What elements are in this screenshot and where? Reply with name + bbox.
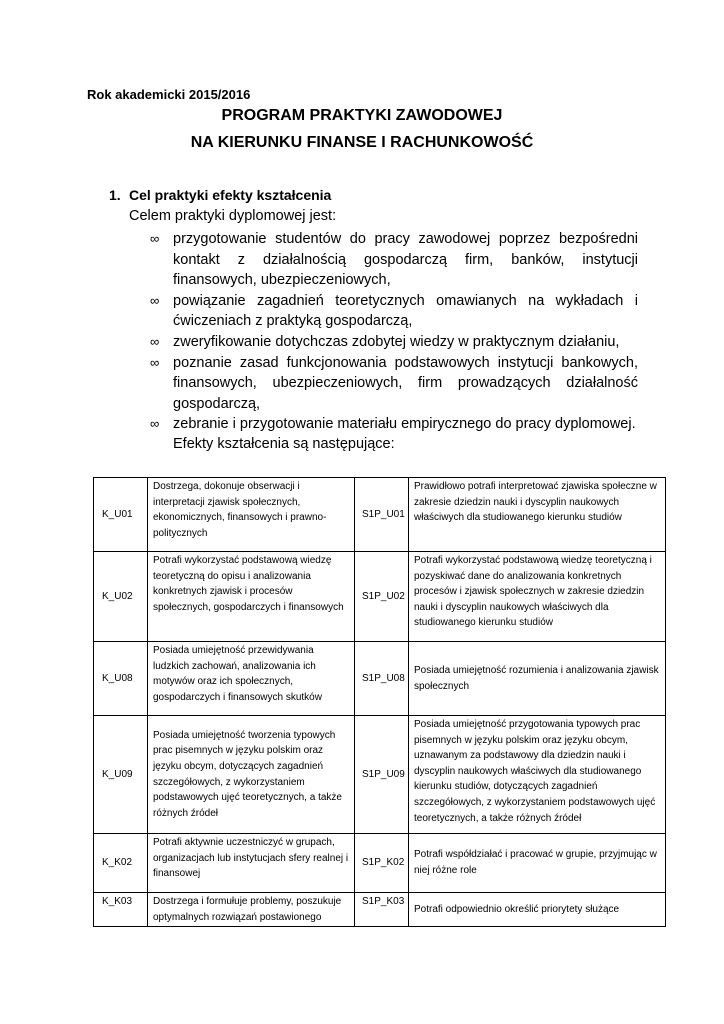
list-item	[150, 291, 638, 332]
outcome-code: K_U09	[94, 716, 148, 834]
outcome-description: Potrafi aktywnie uczestniczyć w grupach, organizacjach lub instytucjach sfery realnej i finansowej	[148, 834, 355, 893]
infinity-bullet-icon: ∞	[150, 231, 160, 246]
infinity-bullet-icon: ∞	[150, 292, 160, 308]
learning-outcomes-table	[93, 477, 666, 927]
list-item-text: zweryfikowanie dotychczas zdobytej wiedzy w praktycznym działaniu,	[173, 333, 620, 350]
list-item-text: zebranie i przygotowanie materiału empirycznego do pracy dyplomowej.	[173, 416, 636, 433]
area-description: Posiada umiejętność przygotowania typowych prac pisemnych w języku polskim oraz języku obcym, uznawanym za podstawowy dla dziedzin nauki i dyscyplin naukowych właściwych dla studiowanego kierunku studiów, dotyczących zagadnień szczegółowych, z wykorzystaniem podstawowych ujęć teoretycznych, a także różnych źródeł	[409, 716, 666, 834]
objectives-list	[150, 229, 638, 435]
area-description: Potrafi współdziałać i pracować w grupie, przyjmując w niej różne role	[409, 834, 666, 893]
area-code: S1P_K03	[355, 893, 409, 927]
outcome-code: K_K02	[94, 834, 148, 893]
outcome-code: K_U01	[94, 478, 148, 552]
table-row	[94, 478, 666, 552]
list-item-text: powiązanie zagadnień teoretycznych omawianych na wykładach i ćwiczeniach z praktyką gospodarczą,	[173, 292, 638, 330]
table-row	[94, 642, 666, 716]
area-code: S1P_U02	[355, 552, 409, 642]
section-title: Cel praktyki efekty kształcenia	[129, 187, 332, 203]
list-item	[150, 414, 638, 435]
outcome-code: K_U08	[94, 642, 148, 716]
section-number: 1.	[109, 187, 121, 203]
list-item	[150, 332, 638, 353]
table-row	[94, 552, 666, 642]
infinity-bullet-icon: ∞	[150, 354, 160, 370]
outcome-description: Posiada umiejętność przewidywania ludzkich zachowań, analizowania ich motywów oraz ich społecznych, gospodarczych i finansowych skutków	[148, 642, 355, 716]
effects-intro: Efekty kształcenia są następujące:	[173, 436, 395, 452]
list-item-text: przygotowanie studentów do pracy zawodowej poprzez bezpośredni kontakt z działalnością gospodarczą firm, banków, instytucji finansowych, ubezpieczeniowych,	[173, 231, 638, 289]
outcome-code: K_U02	[94, 552, 148, 642]
outcome-description: Potrafi wykorzystać podstawową wiedzę teoretyczną do opisu i analizowania konkretnych zjawisk i procesów społecznych, gospodarczych i finansowych	[148, 552, 355, 642]
academic-year: Rok akademicki 2015/2016	[87, 87, 251, 102]
area-code: S1P_U01	[355, 478, 409, 552]
section-intro: Celem praktyki dyplomowej jest:	[129, 208, 337, 224]
area-code: S1P_U09	[355, 716, 409, 834]
area-description: Prawidłowo potrafi interpretować zjawiska społeczne w zakresie dziedzin nauki i dyscyplin naukowych właściwych dla studiowanego kierunku studiów	[409, 478, 666, 552]
table-row	[94, 716, 666, 834]
list-item	[150, 229, 638, 291]
document-title-line1: PROGRAM PRAKTYKI ZAWODOWEJ	[221, 107, 503, 124]
outcome-code: K_K03	[94, 893, 148, 927]
list-item-text: poznanie zasad funkcjonowania podstawowych instytucji bankowych, finansowych, ubezpieczeniowych, firm prowadzących działalność gospodarczą,	[173, 354, 638, 412]
table-row	[94, 893, 666, 927]
area-code: S1P_U08	[355, 642, 409, 716]
infinity-bullet-icon: ∞	[150, 416, 160, 432]
area-description: Potrafi odpowiednio określić priorytety służące	[409, 893, 666, 927]
list-item	[150, 353, 638, 415]
outcome-description: Dostrzega i formułuje problemy, poszukuje optymalnych rozwiązań postawionego	[148, 893, 355, 927]
area-description: Posiada umiejętność rozumienia i analizowania zjawisk społecznych	[409, 642, 666, 716]
area-code: S1P_K02	[355, 834, 409, 893]
infinity-bullet-icon: ∞	[150, 333, 160, 349]
outcome-description: Dostrzega, dokonuje obserwacji i interpretacji zjawisk społecznych, ekonomicznych, finansowych i prawno-politycznych	[148, 478, 355, 552]
document-title-line2: NA KIERUNKU FINANSE I RACHUNKOWOŚĆ	[190, 134, 534, 151]
table-row	[94, 834, 666, 893]
outcome-description: Posiada umiejętność tworzenia typowych prac pisemnych w języku polskim oraz języku obcym, dotyczących zagadnień szczegółowych, z wykorzystaniem podstawowych ujęć teoretycznych, a także różnych źródeł	[148, 716, 355, 834]
area-description: Potrafi wykorzystać podstawową wiedzę teoretyczną i pozyskiwać dane do analizowania konkretnych procesów i zjawisk społecznych w zakresie dziedzin nauki i dyscyplin naukowych właściwych dla studiowanego kierunku studiów	[409, 552, 666, 642]
section-heading	[109, 187, 331, 203]
